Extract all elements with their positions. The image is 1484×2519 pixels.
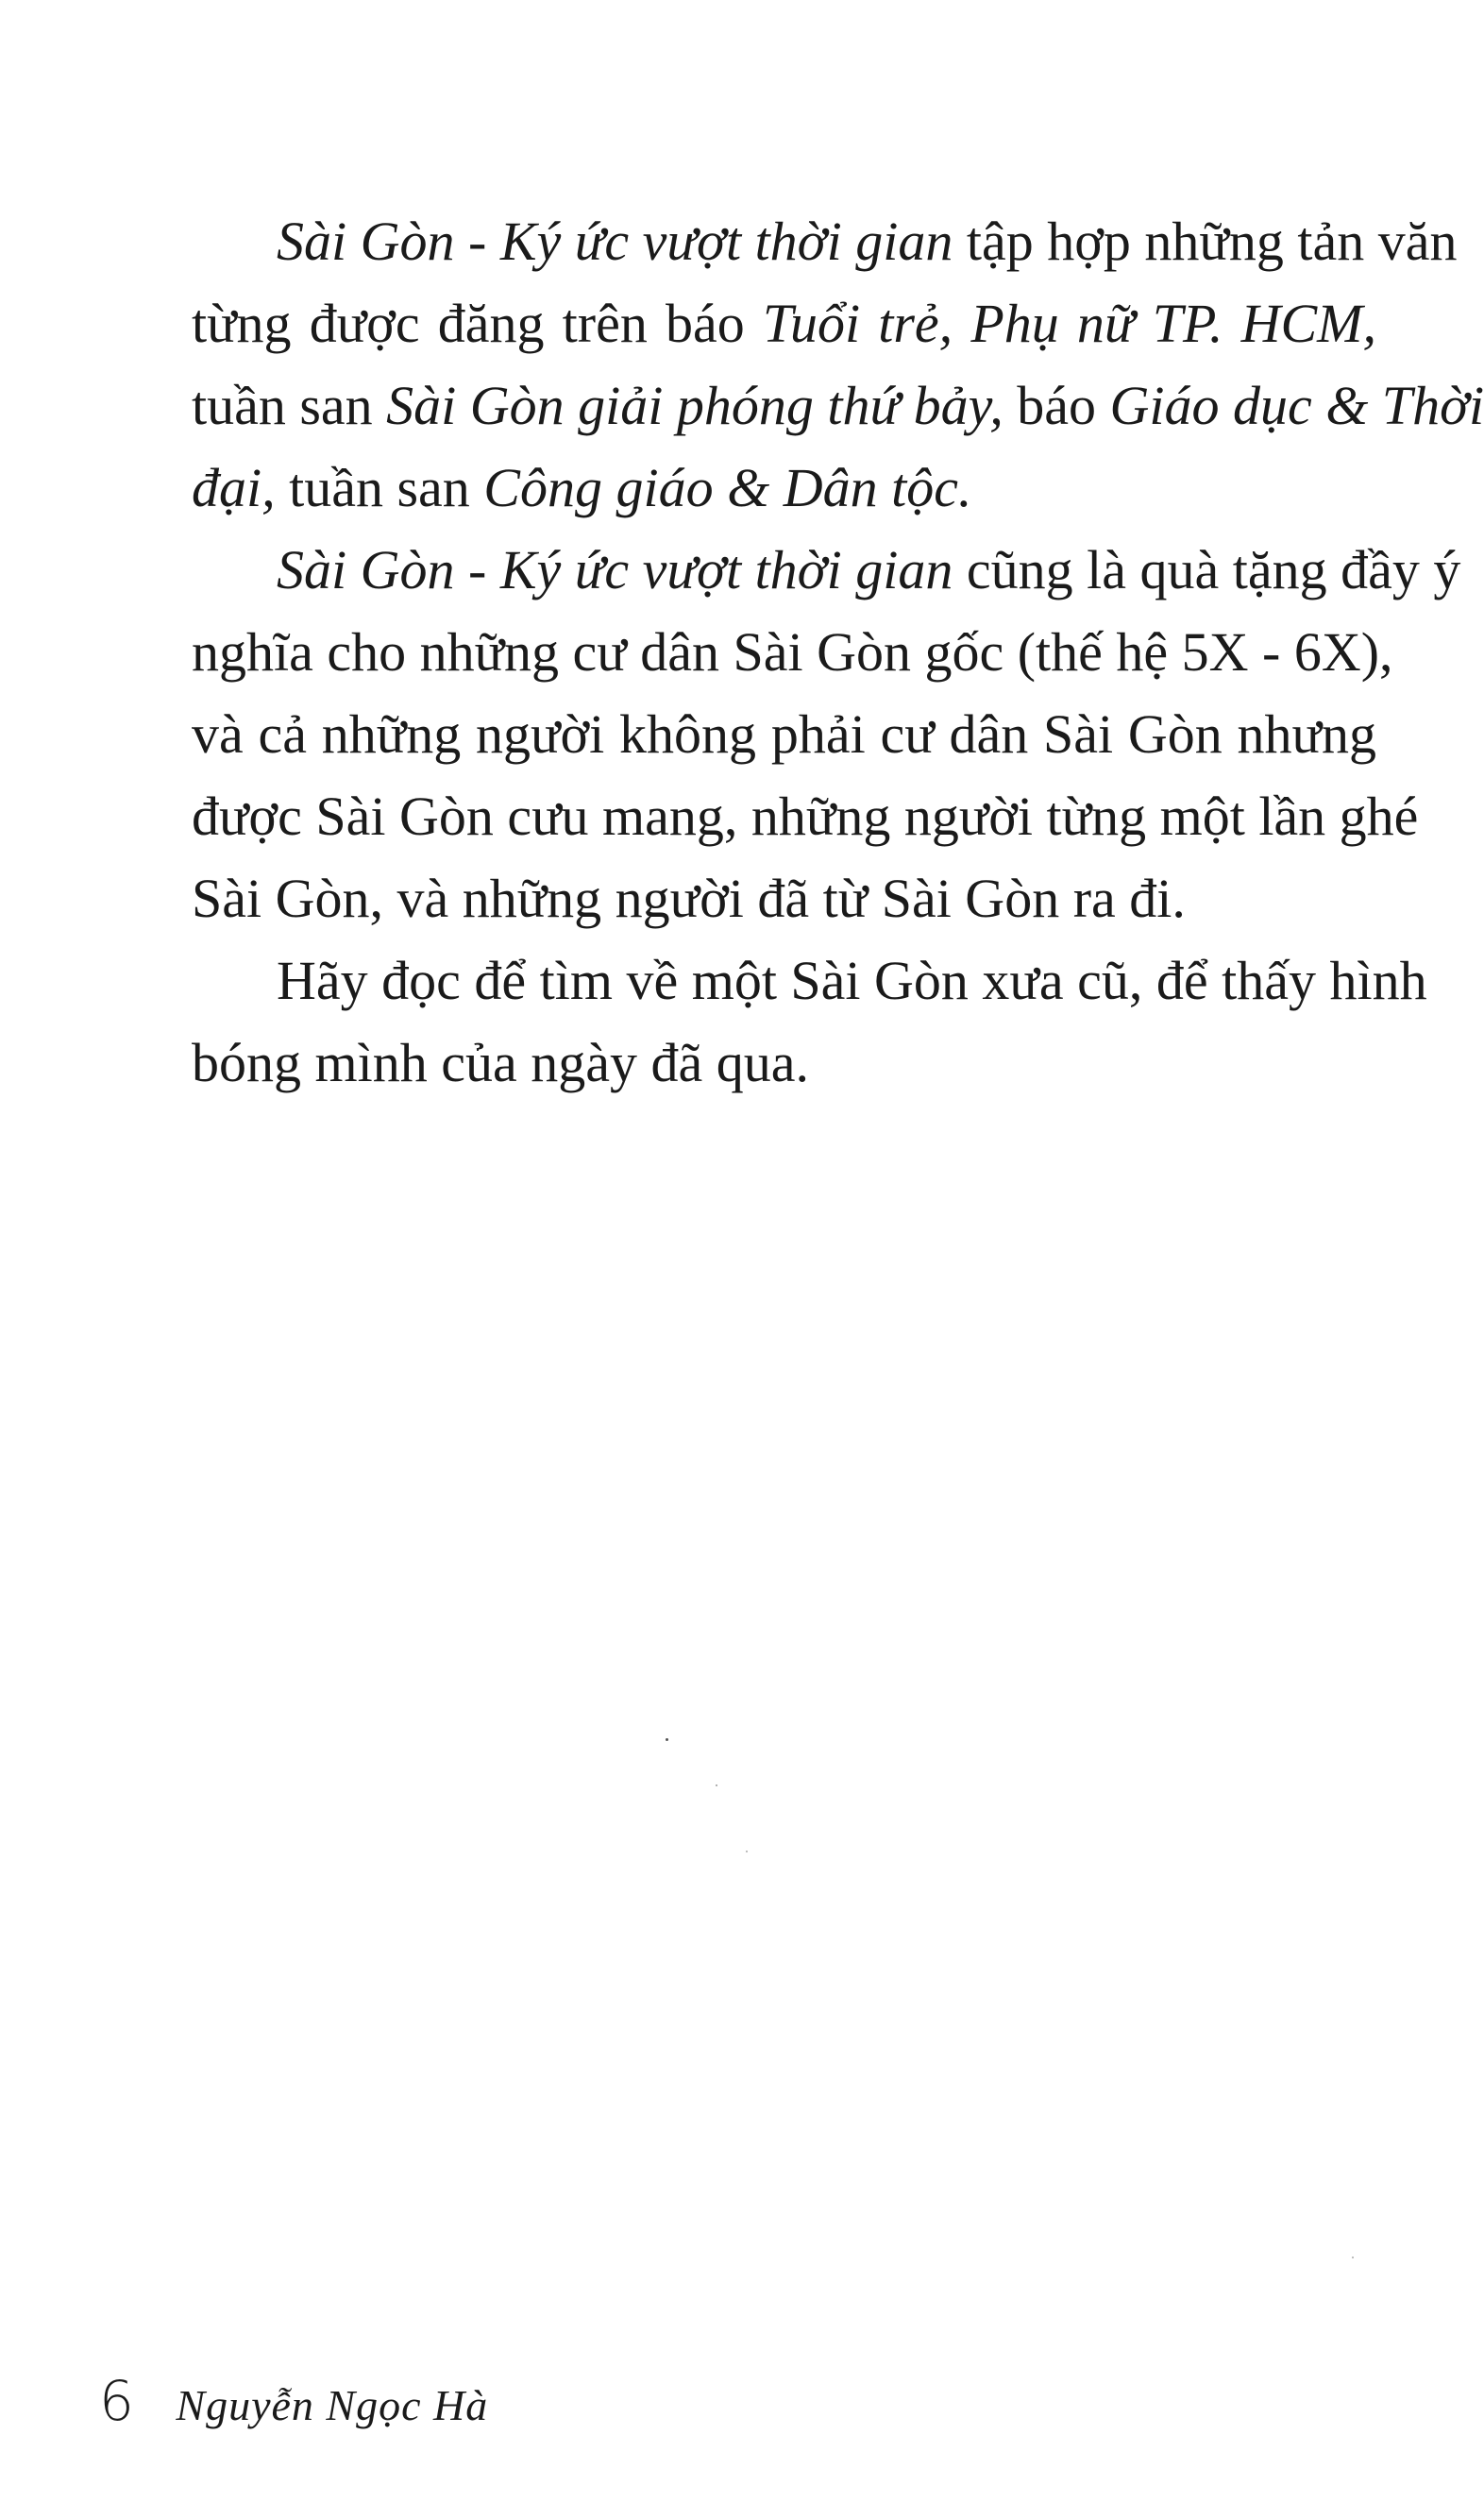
text-line <box>192 775 1419 857</box>
italic-title-run: Giáo dục & Thời <box>1109 375 1484 436</box>
text-run: tuần san <box>275 457 484 518</box>
text-line <box>192 939 1427 1022</box>
text-line <box>192 611 1393 693</box>
text-run: và cả những người không phải cư dân Sài Gòn nhưng <box>192 703 1376 765</box>
text-line <box>192 447 1376 529</box>
scan-speck <box>1352 2257 1354 2258</box>
text-run: bóng mình của ngày đã qua. <box>192 1032 809 1093</box>
text-run: được Sài Gòn cưu mang, những người từng một lần ghé <box>192 786 1419 847</box>
scan-speck <box>746 1851 748 1852</box>
text-line <box>192 364 1484 447</box>
italic-title-run: Tuổi trẻ, Phụ nữ TP. HCM, <box>762 293 1376 354</box>
text-run: cũng là quà tặng đầy ý <box>953 539 1461 600</box>
text-run: tuần san <box>192 375 387 436</box>
body-text <box>192 200 1484 1104</box>
text-run: từng được đăng trên báo <box>192 293 763 354</box>
italic-title-run: đại, <box>192 457 276 518</box>
text-run: báo <box>1003 375 1110 436</box>
text-line <box>192 282 1376 364</box>
text-line <box>192 693 1376 775</box>
text-run: nghĩa cho những cư dân Sài Gòn gốc (thế hệ 5X - 6X), <box>192 621 1393 683</box>
text-line <box>192 529 1461 611</box>
page-number: 6 <box>99 2369 134 2433</box>
page-footer <box>99 2368 488 2439</box>
paragraph <box>192 939 1427 1104</box>
text-run: Hãy đọc để tìm về một Sài Gòn xưa cũ, để thấy hình <box>277 950 1427 1011</box>
text-line <box>192 1022 1376 1104</box>
scan-speck <box>666 1738 668 1741</box>
text-run: tập hợp những tản văn <box>953 211 1458 272</box>
paragraph <box>192 529 1461 939</box>
text-line <box>192 857 1376 939</box>
author-name: Nguyễn Ngọc Hà <box>176 2381 489 2429</box>
italic-title-run: Sài Gòn - Ký ức vượt thời gian <box>277 211 953 272</box>
scan-speck <box>716 1784 717 1786</box>
italic-title-run: Sài Gòn giải phóng thứ bảy, <box>386 375 1003 436</box>
italic-title-run: Sài Gòn - Ký ức vượt thời gian <box>277 539 953 600</box>
paragraph <box>192 200 1484 529</box>
text-line <box>192 200 1458 282</box>
text-run: Sài Gòn, và những người đã từ Sài Gòn ra đi. <box>192 868 1186 929</box>
italic-title-run: Công giáo & Dân tộc. <box>483 457 972 518</box>
